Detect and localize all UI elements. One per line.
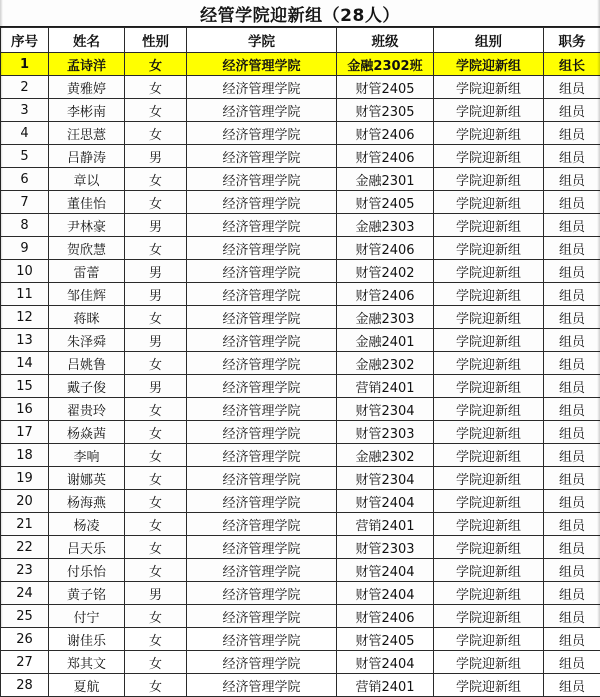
cell-class[interactable]: 财管2402 <box>337 260 434 283</box>
cell-gender[interactable]: 女 <box>125 168 187 191</box>
cell-group[interactable]: 学院迎新组 <box>434 375 544 398</box>
cell-name[interactable]: 郑其文 <box>49 651 125 674</box>
cell-group[interactable]: 学院迎新组 <box>434 145 544 168</box>
cell-role[interactable]: 组员 <box>544 260 600 283</box>
table-row[interactable] <box>1 237 600 260</box>
cell-group[interactable]: 学院迎新组 <box>434 674 544 697</box>
cell-name[interactable]: 谢娜英 <box>49 467 125 490</box>
cell-group[interactable]: 学院迎新组 <box>434 191 544 214</box>
cell-gender[interactable]: 女 <box>125 99 187 122</box>
table-row[interactable] <box>1 421 600 444</box>
cell-college[interactable]: 经济管理学院 <box>187 306 337 329</box>
cell-role[interactable]: 组员 <box>544 651 600 674</box>
cell-college[interactable]: 经济管理学院 <box>187 674 337 697</box>
cell-index[interactable]: 27 <box>1 651 49 674</box>
cell-group[interactable]: 学院迎新组 <box>434 421 544 444</box>
table-row[interactable] <box>1 329 600 352</box>
cell-role[interactable]: 组员 <box>544 99 600 122</box>
table-row[interactable] <box>1 191 600 214</box>
cell-gender[interactable]: 男 <box>125 283 187 306</box>
cell-class[interactable]: 财管2304 <box>337 467 434 490</box>
cell-class[interactable]: 金融2302 <box>337 352 434 375</box>
cell-role[interactable]: 组员 <box>544 145 600 168</box>
table-row[interactable] <box>1 306 600 329</box>
cell-name[interactable]: 汪思薏 <box>49 122 125 145</box>
cell-index[interactable]: 10 <box>1 260 49 283</box>
cell-name[interactable]: 李响 <box>49 444 125 467</box>
cell-index[interactable]: 16 <box>1 398 49 421</box>
cell-gender[interactable]: 女 <box>125 76 187 99</box>
cell-college[interactable]: 经济管理学院 <box>187 651 337 674</box>
table-row[interactable] <box>1 53 600 76</box>
column-header-index[interactable]: 序号 <box>1 28 49 53</box>
cell-name[interactable]: 戴子俊 <box>49 375 125 398</box>
table-row[interactable] <box>1 122 600 145</box>
cell-role[interactable]: 组员 <box>544 444 600 467</box>
cell-index[interactable]: 5 <box>1 145 49 168</box>
table-row[interactable] <box>1 398 600 421</box>
table-row[interactable] <box>1 559 600 582</box>
table-row[interactable] <box>1 582 600 605</box>
table-row[interactable] <box>1 513 600 536</box>
cell-index[interactable]: 20 <box>1 490 49 513</box>
cell-name[interactable]: 朱泽舜 <box>49 329 125 352</box>
column-header-name[interactable]: 姓名 <box>49 28 125 53</box>
cell-gender[interactable]: 女 <box>125 490 187 513</box>
cell-index[interactable]: 11 <box>1 283 49 306</box>
table-row[interactable] <box>1 214 600 237</box>
cell-group[interactable]: 学院迎新组 <box>434 513 544 536</box>
table-header-row <box>1 28 600 53</box>
cell-group[interactable]: 学院迎新组 <box>434 536 544 559</box>
cell-class[interactable]: 营销2401 <box>337 513 434 536</box>
cell-gender[interactable]: 女 <box>125 398 187 421</box>
cell-class[interactable]: 财管2406 <box>337 605 434 628</box>
cell-class[interactable]: 财管2303 <box>337 421 434 444</box>
cell-group[interactable]: 学院迎新组 <box>434 283 544 306</box>
cell-college[interactable]: 经济管理学院 <box>187 513 337 536</box>
cell-group[interactable]: 学院迎新组 <box>434 306 544 329</box>
cell-group[interactable]: 学院迎新组 <box>434 99 544 122</box>
cell-index[interactable]: 18 <box>1 444 49 467</box>
cell-name[interactable]: 杨焱茜 <box>49 421 125 444</box>
cell-class[interactable]: 财管2304 <box>337 398 434 421</box>
cell-role[interactable]: 组员 <box>544 467 600 490</box>
cell-index[interactable]: 1 <box>1 53 49 76</box>
cell-role[interactable]: 组员 <box>544 283 600 306</box>
table-row[interactable] <box>1 674 600 697</box>
cell-name[interactable]: 尹林豪 <box>49 214 125 237</box>
cell-role[interactable]: 组员 <box>544 605 600 628</box>
cell-gender[interactable]: 女 <box>125 306 187 329</box>
cell-class[interactable]: 财管2303 <box>337 536 434 559</box>
cell-role[interactable]: 组员 <box>544 490 600 513</box>
cell-name[interactable]: 黄子铭 <box>49 582 125 605</box>
cell-group[interactable]: 学院迎新组 <box>434 168 544 191</box>
cell-name[interactable]: 付乐怡 <box>49 559 125 582</box>
cell-gender[interactable]: 男 <box>125 582 187 605</box>
cell-role[interactable]: 组员 <box>544 168 600 191</box>
cell-name[interactable]: 吕姚鲁 <box>49 352 125 375</box>
cell-name[interactable]: 吕静涛 <box>49 145 125 168</box>
cell-gender[interactable]: 女 <box>125 444 187 467</box>
cell-name[interactable]: 董佳怡 <box>49 191 125 214</box>
cell-role[interactable]: 组员 <box>544 122 600 145</box>
table-row[interactable] <box>1 651 600 674</box>
cell-college[interactable]: 经济管理学院 <box>187 490 337 513</box>
cell-group[interactable]: 学院迎新组 <box>434 352 544 375</box>
cell-index[interactable]: 15 <box>1 375 49 398</box>
cell-name[interactable]: 黄雅婷 <box>49 76 125 99</box>
table-row[interactable] <box>1 145 600 168</box>
cell-class[interactable]: 财管2404 <box>337 582 434 605</box>
cell-index[interactable]: 14 <box>1 352 49 375</box>
cell-group[interactable]: 学院迎新组 <box>434 214 544 237</box>
cell-role[interactable]: 组员 <box>544 628 600 651</box>
cell-gender[interactable]: 男 <box>125 260 187 283</box>
cell-college[interactable]: 经济管理学院 <box>187 444 337 467</box>
cell-role[interactable]: 组员 <box>544 306 600 329</box>
cell-college[interactable]: 经济管理学院 <box>187 283 337 306</box>
roster-table <box>0 27 600 697</box>
cell-index[interactable]: 26 <box>1 628 49 651</box>
cell-class[interactable]: 财管2405 <box>337 628 434 651</box>
table-row[interactable] <box>1 628 600 651</box>
cell-college[interactable]: 经济管理学院 <box>187 536 337 559</box>
cell-index[interactable]: 19 <box>1 467 49 490</box>
cell-index[interactable]: 24 <box>1 582 49 605</box>
cell-index[interactable]: 7 <box>1 191 49 214</box>
cell-name[interactable]: 付宁 <box>49 605 125 628</box>
table-row[interactable] <box>1 99 600 122</box>
cell-index[interactable]: 28 <box>1 674 49 697</box>
document-title-row <box>0 0 600 27</box>
cell-index[interactable]: 9 <box>1 237 49 260</box>
cell-class[interactable]: 财管2405 <box>337 191 434 214</box>
cell-group[interactable]: 学院迎新组 <box>434 490 544 513</box>
cell-name[interactable]: 吕天乐 <box>49 536 125 559</box>
cell-gender[interactable]: 女 <box>125 605 187 628</box>
table-row[interactable] <box>1 352 600 375</box>
cell-college[interactable]: 经济管理学院 <box>187 467 337 490</box>
cell-gender[interactable]: 女 <box>125 536 187 559</box>
cell-gender[interactable]: 女 <box>125 467 187 490</box>
cell-gender[interactable]: 女 <box>125 421 187 444</box>
cell-role[interactable]: 组员 <box>544 536 600 559</box>
table-row[interactable] <box>1 605 600 628</box>
cell-index[interactable]: 23 <box>1 559 49 582</box>
cell-role[interactable]: 组员 <box>544 582 600 605</box>
cell-group[interactable]: 学院迎新组 <box>434 628 544 651</box>
cell-index[interactable]: 25 <box>1 605 49 628</box>
table-row[interactable] <box>1 168 600 191</box>
cell-group[interactable]: 学院迎新组 <box>434 559 544 582</box>
cell-group[interactable]: 学院迎新组 <box>434 444 544 467</box>
cell-role[interactable]: 组员 <box>544 559 600 582</box>
cell-group[interactable]: 学院迎新组 <box>434 237 544 260</box>
cell-name[interactable]: 翟贵玲 <box>49 398 125 421</box>
cell-class[interactable]: 金融2302班 <box>337 53 434 76</box>
cell-name[interactable]: 谢佳乐 <box>49 628 125 651</box>
cell-role[interactable]: 组员 <box>544 513 600 536</box>
column-header-class[interactable]: 班级 <box>337 28 434 53</box>
cell-gender[interactable]: 女 <box>125 191 187 214</box>
cell-group[interactable]: 学院迎新组 <box>434 398 544 421</box>
column-header-college[interactable]: 学院 <box>187 28 337 53</box>
cell-role[interactable]: 组员 <box>544 191 600 214</box>
cell-gender[interactable]: 女 <box>125 237 187 260</box>
cell-class[interactable]: 金融2301 <box>337 168 434 191</box>
cell-name[interactable]: 夏航 <box>49 674 125 697</box>
table-row[interactable] <box>1 536 600 559</box>
cell-group[interactable]: 学院迎新组 <box>434 605 544 628</box>
page-title: 经管学院迎新组（28人） <box>200 1 400 26</box>
cell-college[interactable]: 经济管理学院 <box>187 421 337 444</box>
cell-class[interactable]: 财管2404 <box>337 559 434 582</box>
cell-role[interactable]: 组员 <box>544 352 600 375</box>
cell-college[interactable]: 经济管理学院 <box>187 329 337 352</box>
cell-college[interactable]: 经济管理学院 <box>187 375 337 398</box>
cell-group[interactable]: 学院迎新组 <box>434 260 544 283</box>
cell-name[interactable]: 邹佳辉 <box>49 283 125 306</box>
cell-class[interactable]: 营销2401 <box>337 375 434 398</box>
cell-college[interactable]: 经济管理学院 <box>187 582 337 605</box>
cell-name[interactable]: 蒋眯 <box>49 306 125 329</box>
column-header-gender[interactable]: 性别 <box>125 28 187 53</box>
cell-college[interactable]: 经济管理学院 <box>187 605 337 628</box>
cell-college[interactable]: 经济管理学院 <box>187 168 337 191</box>
cell-gender[interactable]: 女 <box>125 674 187 697</box>
cell-class[interactable]: 财管2406 <box>337 122 434 145</box>
cell-role[interactable]: 组长 <box>544 53 600 76</box>
cell-gender[interactable]: 女 <box>125 122 187 145</box>
column-header-group[interactable]: 组别 <box>434 28 544 53</box>
cell-class[interactable]: 金融2302 <box>337 444 434 467</box>
cell-group[interactable]: 学院迎新组 <box>434 651 544 674</box>
cell-role[interactable]: 组员 <box>544 237 600 260</box>
cell-class[interactable]: 财管2404 <box>337 490 434 513</box>
cell-group[interactable]: 学院迎新组 <box>434 582 544 605</box>
cell-index[interactable]: 3 <box>1 99 49 122</box>
cell-index[interactable]: 4 <box>1 122 49 145</box>
cell-name[interactable]: 李彬南 <box>49 99 125 122</box>
cell-group[interactable]: 学院迎新组 <box>434 467 544 490</box>
cell-gender[interactable]: 女 <box>125 559 187 582</box>
cell-index[interactable]: 22 <box>1 536 49 559</box>
table-row[interactable] <box>1 375 600 398</box>
cell-college[interactable]: 经济管理学院 <box>187 76 337 99</box>
cell-college[interactable]: 经济管理学院 <box>187 122 337 145</box>
cell-name[interactable]: 章以 <box>49 168 125 191</box>
cell-group[interactable]: 学院迎新组 <box>434 53 544 76</box>
cell-role[interactable]: 组员 <box>544 375 600 398</box>
cell-class[interactable]: 金融2303 <box>337 306 434 329</box>
cell-role[interactable]: 组员 <box>544 421 600 444</box>
cell-role[interactable]: 组员 <box>544 329 600 352</box>
table-row[interactable] <box>1 444 600 467</box>
cell-name[interactable]: 杨凌 <box>49 513 125 536</box>
cell-group[interactable]: 学院迎新组 <box>434 76 544 99</box>
cell-class[interactable]: 财管2406 <box>337 145 434 168</box>
cell-class[interactable]: 营销2401 <box>337 674 434 697</box>
cell-college[interactable]: 经济管理学院 <box>187 398 337 421</box>
cell-gender[interactable]: 男 <box>125 214 187 237</box>
cell-index[interactable]: 8 <box>1 214 49 237</box>
cell-college[interactable]: 经济管理学院 <box>187 53 337 76</box>
cell-college[interactable]: 经济管理学院 <box>187 237 337 260</box>
cell-gender[interactable]: 男 <box>125 375 187 398</box>
table-row[interactable] <box>1 467 600 490</box>
cell-index[interactable]: 2 <box>1 76 49 99</box>
table-row[interactable] <box>1 283 600 306</box>
cell-college[interactable]: 经济管理学院 <box>187 214 337 237</box>
column-header-role[interactable]: 职务 <box>544 28 600 53</box>
cell-class[interactable]: 财管2404 <box>337 651 434 674</box>
cell-index[interactable]: 13 <box>1 329 49 352</box>
cell-role[interactable]: 组员 <box>544 674 600 697</box>
cell-name[interactable]: 杨海燕 <box>49 490 125 513</box>
cell-gender[interactable]: 女 <box>125 513 187 536</box>
cell-college[interactable]: 经济管理学院 <box>187 628 337 651</box>
cell-college[interactable]: 经济管理学院 <box>187 191 337 214</box>
cell-gender[interactable]: 女 <box>125 628 187 651</box>
cell-name[interactable]: 雷蕾 <box>49 260 125 283</box>
cell-class[interactable]: 财管2406 <box>337 237 434 260</box>
cell-group[interactable]: 学院迎新组 <box>434 122 544 145</box>
cell-college[interactable]: 经济管理学院 <box>187 352 337 375</box>
roster-body <box>1 53 600 697</box>
cell-gender[interactable]: 男 <box>125 145 187 168</box>
cell-name[interactable]: 贺欣慧 <box>49 237 125 260</box>
cell-class[interactable]: 财管2305 <box>337 99 434 122</box>
cell-index[interactable]: 21 <box>1 513 49 536</box>
cell-college[interactable]: 经济管理学院 <box>187 99 337 122</box>
cell-index[interactable]: 6 <box>1 168 49 191</box>
cell-class[interactable]: 金融2401 <box>337 329 434 352</box>
cell-role[interactable]: 组员 <box>544 76 600 99</box>
cell-class[interactable]: 财管2406 <box>337 283 434 306</box>
cell-group[interactable]: 学院迎新组 <box>434 329 544 352</box>
cell-college[interactable]: 经济管理学院 <box>187 260 337 283</box>
cell-name[interactable]: 孟诗洋 <box>49 53 125 76</box>
cell-class[interactable]: 金融2303 <box>337 214 434 237</box>
cell-gender[interactable]: 女 <box>125 651 187 674</box>
cell-role[interactable]: 组员 <box>544 398 600 421</box>
cell-gender[interactable]: 女 <box>125 352 187 375</box>
cell-class[interactable]: 财管2405 <box>337 76 434 99</box>
table-row[interactable] <box>1 490 600 513</box>
table-row[interactable] <box>1 76 600 99</box>
table-row[interactable] <box>1 260 600 283</box>
cell-gender[interactable]: 男 <box>125 329 187 352</box>
cell-gender[interactable]: 女 <box>125 53 187 76</box>
cell-college[interactable]: 经济管理学院 <box>187 145 337 168</box>
cell-role[interactable]: 组员 <box>544 214 600 237</box>
cell-college[interactable]: 经济管理学院 <box>187 559 337 582</box>
cell-index[interactable]: 12 <box>1 306 49 329</box>
cell-index[interactable]: 17 <box>1 421 49 444</box>
